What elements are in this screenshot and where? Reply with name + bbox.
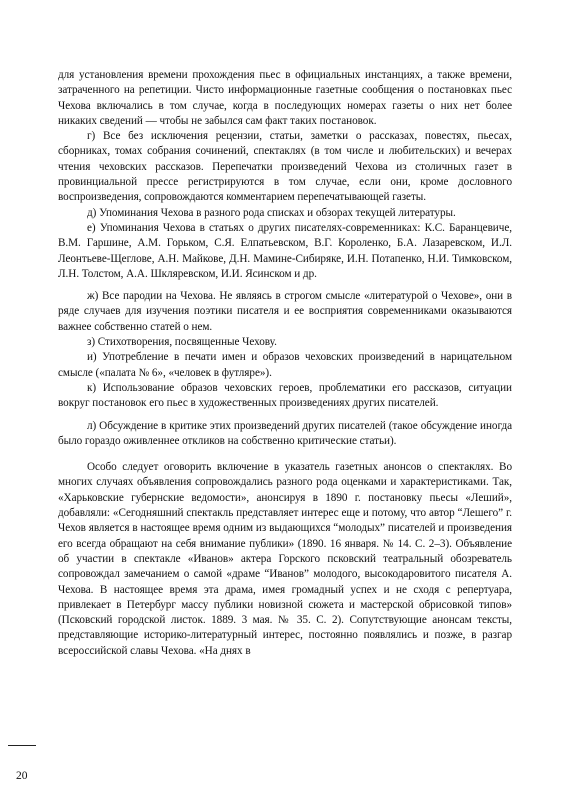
paragraph-announcements: Особо следует оговорить включение в указатель газетных анонсов о спектаклях. Во многих случаях объявления сопровождались разного рода оценками и характеристиками. Так, «Харьковские губернские ведомости», анонсируя в 1890 г. постановку пьесы «Леший», добавляли: «Сегодняшний спектакль представляет интерес еще и потому, что автор “Лешего” г. Чехов является в настоящее время одним из выдающихся “молодых” писателей и произведения его всегда обращают на себя внимание публики» (1890. 16 января. № 14. С. 2–3). Объявление об участии в спектакле «Иванов» актера Горского псковский театральный обозреватель сопровождал замечанием о самой «драме “Иванов” молодого, высокодаровитого писателя А. Чехова. В настоящее время эта драма, имея громадный успех и не сходя с репертуара, привлекает в Петербург массу публики новизной сюжета и мастерской обрисовкой типов» (Псковский городской листок. 1889. 3 мая. № 35. С. 2). Сопутствующие анонсам тексты, представляющие историко-литературный интерес, постоянно появлялись и позже, в разгар всероссийской славы Чехова. «На днях в: [58, 461, 512, 657]
page-number: 20: [16, 770, 28, 782]
footnote-rule: [8, 745, 36, 746]
paragraph-item-zh: ж) Все пародии на Чехова. Не являясь в строгом смысле «литературой о Чехове», они в ряде случаев для изучения поэтики писателя и ее восприятия современниками оказываются важнее собственно статей о нем.: [58, 290, 512, 333]
paragraph-item-i: и) Употребление в печати имен и образов чеховских произведений в нарицательном смысле («палата № 6», «человек в футляре»).: [58, 351, 512, 379]
paragraph-item-z: з) Стихотворения, посвященные Чехову.: [87, 336, 277, 349]
paragraph-item-l: л) Обсуждение в критике этих произведений других писателей (такое обсуждение иногда было гораздо оживленнее откликов на собственно критические статьи).: [58, 419, 512, 447]
paragraph-item-e: е) Упоминания Чехова в статьях о других писателях-современниках: К.С. Баранцевиче, В.М. Гаршине, А.М. Горьком, С.Я. Елпатьевском, В.Г. Короленко, Б.А. Лазаревском, И.Л. Леонтьеве-Щеглове, А.Н. Майкове, Д.Н. Мамине-Сибиряке, И.Н. Потапенко, Н.И. Тимковском, Л.Н. Толстом, А.А. Шкляревском, И.И. Ясинском и др.: [58, 221, 512, 280]
paragraph-item-d: д) Упоминания Чехова в разного рода списках и обзорах текущей литературы.: [87, 206, 456, 219]
body-text: [58, 68, 512, 659]
paragraph-continuation: для установления времени прохождения пьес в официальных инстанциях, а также времени, затраченного на репетиции. Чисто информационные газетные сообщения о постановках пьес Чехова включались в том случае, когда в последующих номерах газеты о них нет более никаких сведений — чтобы не забылся сам факт таких постановок.: [58, 69, 512, 127]
paragraph-item-k: к) Использование образов чеховских героев, проблематики его рассказов, ситуации вокруг постановок его пьес в художественных произведениях других писателей.: [58, 381, 512, 410]
paragraph-item-g: г) Все без исключения рецензии, статьи, заметки о рассказах, повестях, пьесах, сборниках, томах собрания сочинений, спектаклях (в том числе и любительских) и вечерах чтения чеховских рассказов. Перепечатки произведений Чехова из столичных газет в провинциальной прессе регистрируются в том случае, если они, кроме дословного воспроизведения, сопровождаются комментарием перепечатывающей газеты.: [58, 130, 512, 204]
